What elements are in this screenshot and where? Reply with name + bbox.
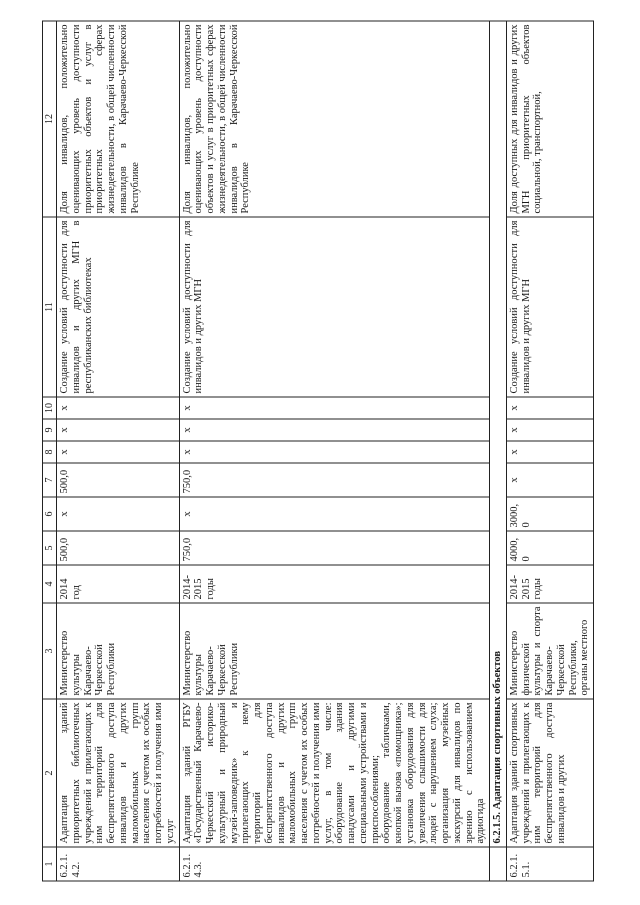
funding-cell: x bbox=[179, 441, 490, 463]
row-number: 6.2.1.4.3. bbox=[179, 847, 490, 881]
measure-name: Адаптация зданий спортивных учреждений и прилегающих к ним территорий для беспрепятственного доступа инвалидов и других bbox=[506, 699, 593, 847]
table-row bbox=[179, 21, 490, 881]
table-row bbox=[57, 21, 180, 881]
table-row bbox=[506, 21, 593, 881]
program-measures-table bbox=[42, 20, 594, 881]
header-cell: 5 bbox=[43, 531, 57, 565]
funding-cell: x bbox=[179, 497, 490, 531]
funding-total: 4000,0 bbox=[506, 531, 593, 565]
table-header-row bbox=[43, 21, 57, 881]
funding-cell: x bbox=[57, 441, 180, 463]
funding-cell: x bbox=[179, 419, 490, 441]
funding-cell: x bbox=[506, 397, 593, 419]
funding-cell: x bbox=[57, 419, 180, 441]
period: 2014-2015 годы bbox=[179, 565, 490, 603]
section-title: 6.2.1.5. Адаптация спортивных объектов bbox=[490, 21, 507, 847]
header-cell: 1 bbox=[43, 847, 57, 881]
header-cell: 11 bbox=[43, 217, 57, 397]
header-cell: 2 bbox=[43, 699, 57, 847]
measure-name: Адаптация зданий РГБУ «Государственный Карачаево-Черкесский историко-культурный и природный музей-заповедник» и прилегающих к нему территорий для беспрепятственного доступа инвалидов и других маломобильных групп населения с учетом их особых потребностей и получения ими услуг, в том числе: оборудование здания пандусами и другими специальными устройствами и приспособлениями; оборудование табличками, кнопкой вызова «помощника»; установка оборудования для увеличения слышимости для людей с нарушением слуха; организация музейных экскурсий для инвалидов по зрению с использованием аудиогида bbox=[179, 699, 490, 847]
funding-cell: x bbox=[506, 463, 593, 497]
measure-name: Адаптация зданий приоритетных библиотечных учреждений и прилегающих к ним территорий для беспрепятственного доступа инвалидов и других маломобильных групп населения с учетом их особых потребностей и получения ими услуг bbox=[57, 699, 180, 847]
executor: Министерство культуры Карачаево-Черкесской Республики bbox=[57, 603, 180, 699]
funding-total: 500,0 bbox=[57, 531, 180, 565]
target-indicator: Доля инвалидов, положительно оценивающих уровень доступности приоритетных объектов и услуг в приоритетных сферах жизнедеятельности, в общей численности инвалидов в Карачаево-Черкесской Республике bbox=[57, 21, 180, 217]
section-number-cell bbox=[490, 847, 507, 881]
funding-cell: x bbox=[57, 397, 180, 419]
target-indicator: Доля инвалидов, положительно оценивающих уровень доступности объектов и услуг в приоритетных сферах жизнедеятельности, в общей численности инвалидов в Карачаево-Черкесской Республике bbox=[179, 21, 490, 217]
funding-cell: 750,0 bbox=[179, 463, 490, 497]
row-number: 6.2.1.5.1. bbox=[506, 847, 593, 881]
expected-result: Создание условий доступности для инвалидов и других МГН bbox=[506, 217, 593, 397]
section-header-row bbox=[490, 21, 507, 881]
funding-cell: x bbox=[179, 397, 490, 419]
header-cell: 7 bbox=[43, 463, 57, 497]
header-cell: 9 bbox=[43, 419, 57, 441]
header-cell: 8 bbox=[43, 441, 57, 463]
expected-result: Создание условий доступности для инвалидов и других МГН в республиканских библиотеках bbox=[57, 217, 180, 397]
funding-cell: x bbox=[506, 419, 593, 441]
header-cell: 10 bbox=[43, 397, 57, 419]
header-cell: 4 bbox=[43, 565, 57, 603]
funding-cell: x bbox=[57, 497, 180, 531]
header-cell: 6 bbox=[43, 497, 57, 531]
funding-cell: 500,0 bbox=[57, 463, 180, 497]
expected-result: Создание условий доступности для инвалидов и других МГН bbox=[179, 217, 490, 397]
period: 2014 год bbox=[57, 565, 180, 603]
funding-cell: 3000,0 bbox=[506, 497, 593, 531]
period: 2014-2015 годы bbox=[506, 565, 593, 603]
row-number: 6.2.1.4.2. bbox=[57, 847, 180, 881]
target-indicator: Доля доступных для инвалидов и других МГН приоритетных объектов социальной, транспортной, bbox=[506, 21, 593, 217]
executor: Министерство физической культуры и спорта Карачаево-Черкесской Республики, органы местного bbox=[506, 603, 593, 699]
funding-total: 750,0 bbox=[179, 531, 490, 565]
header-cell: 12 bbox=[43, 21, 57, 217]
executor: Министерство культуры Карачаево-Черкесской Республики bbox=[179, 603, 490, 699]
funding-cell: x bbox=[506, 441, 593, 463]
header-cell: 3 bbox=[43, 603, 57, 699]
